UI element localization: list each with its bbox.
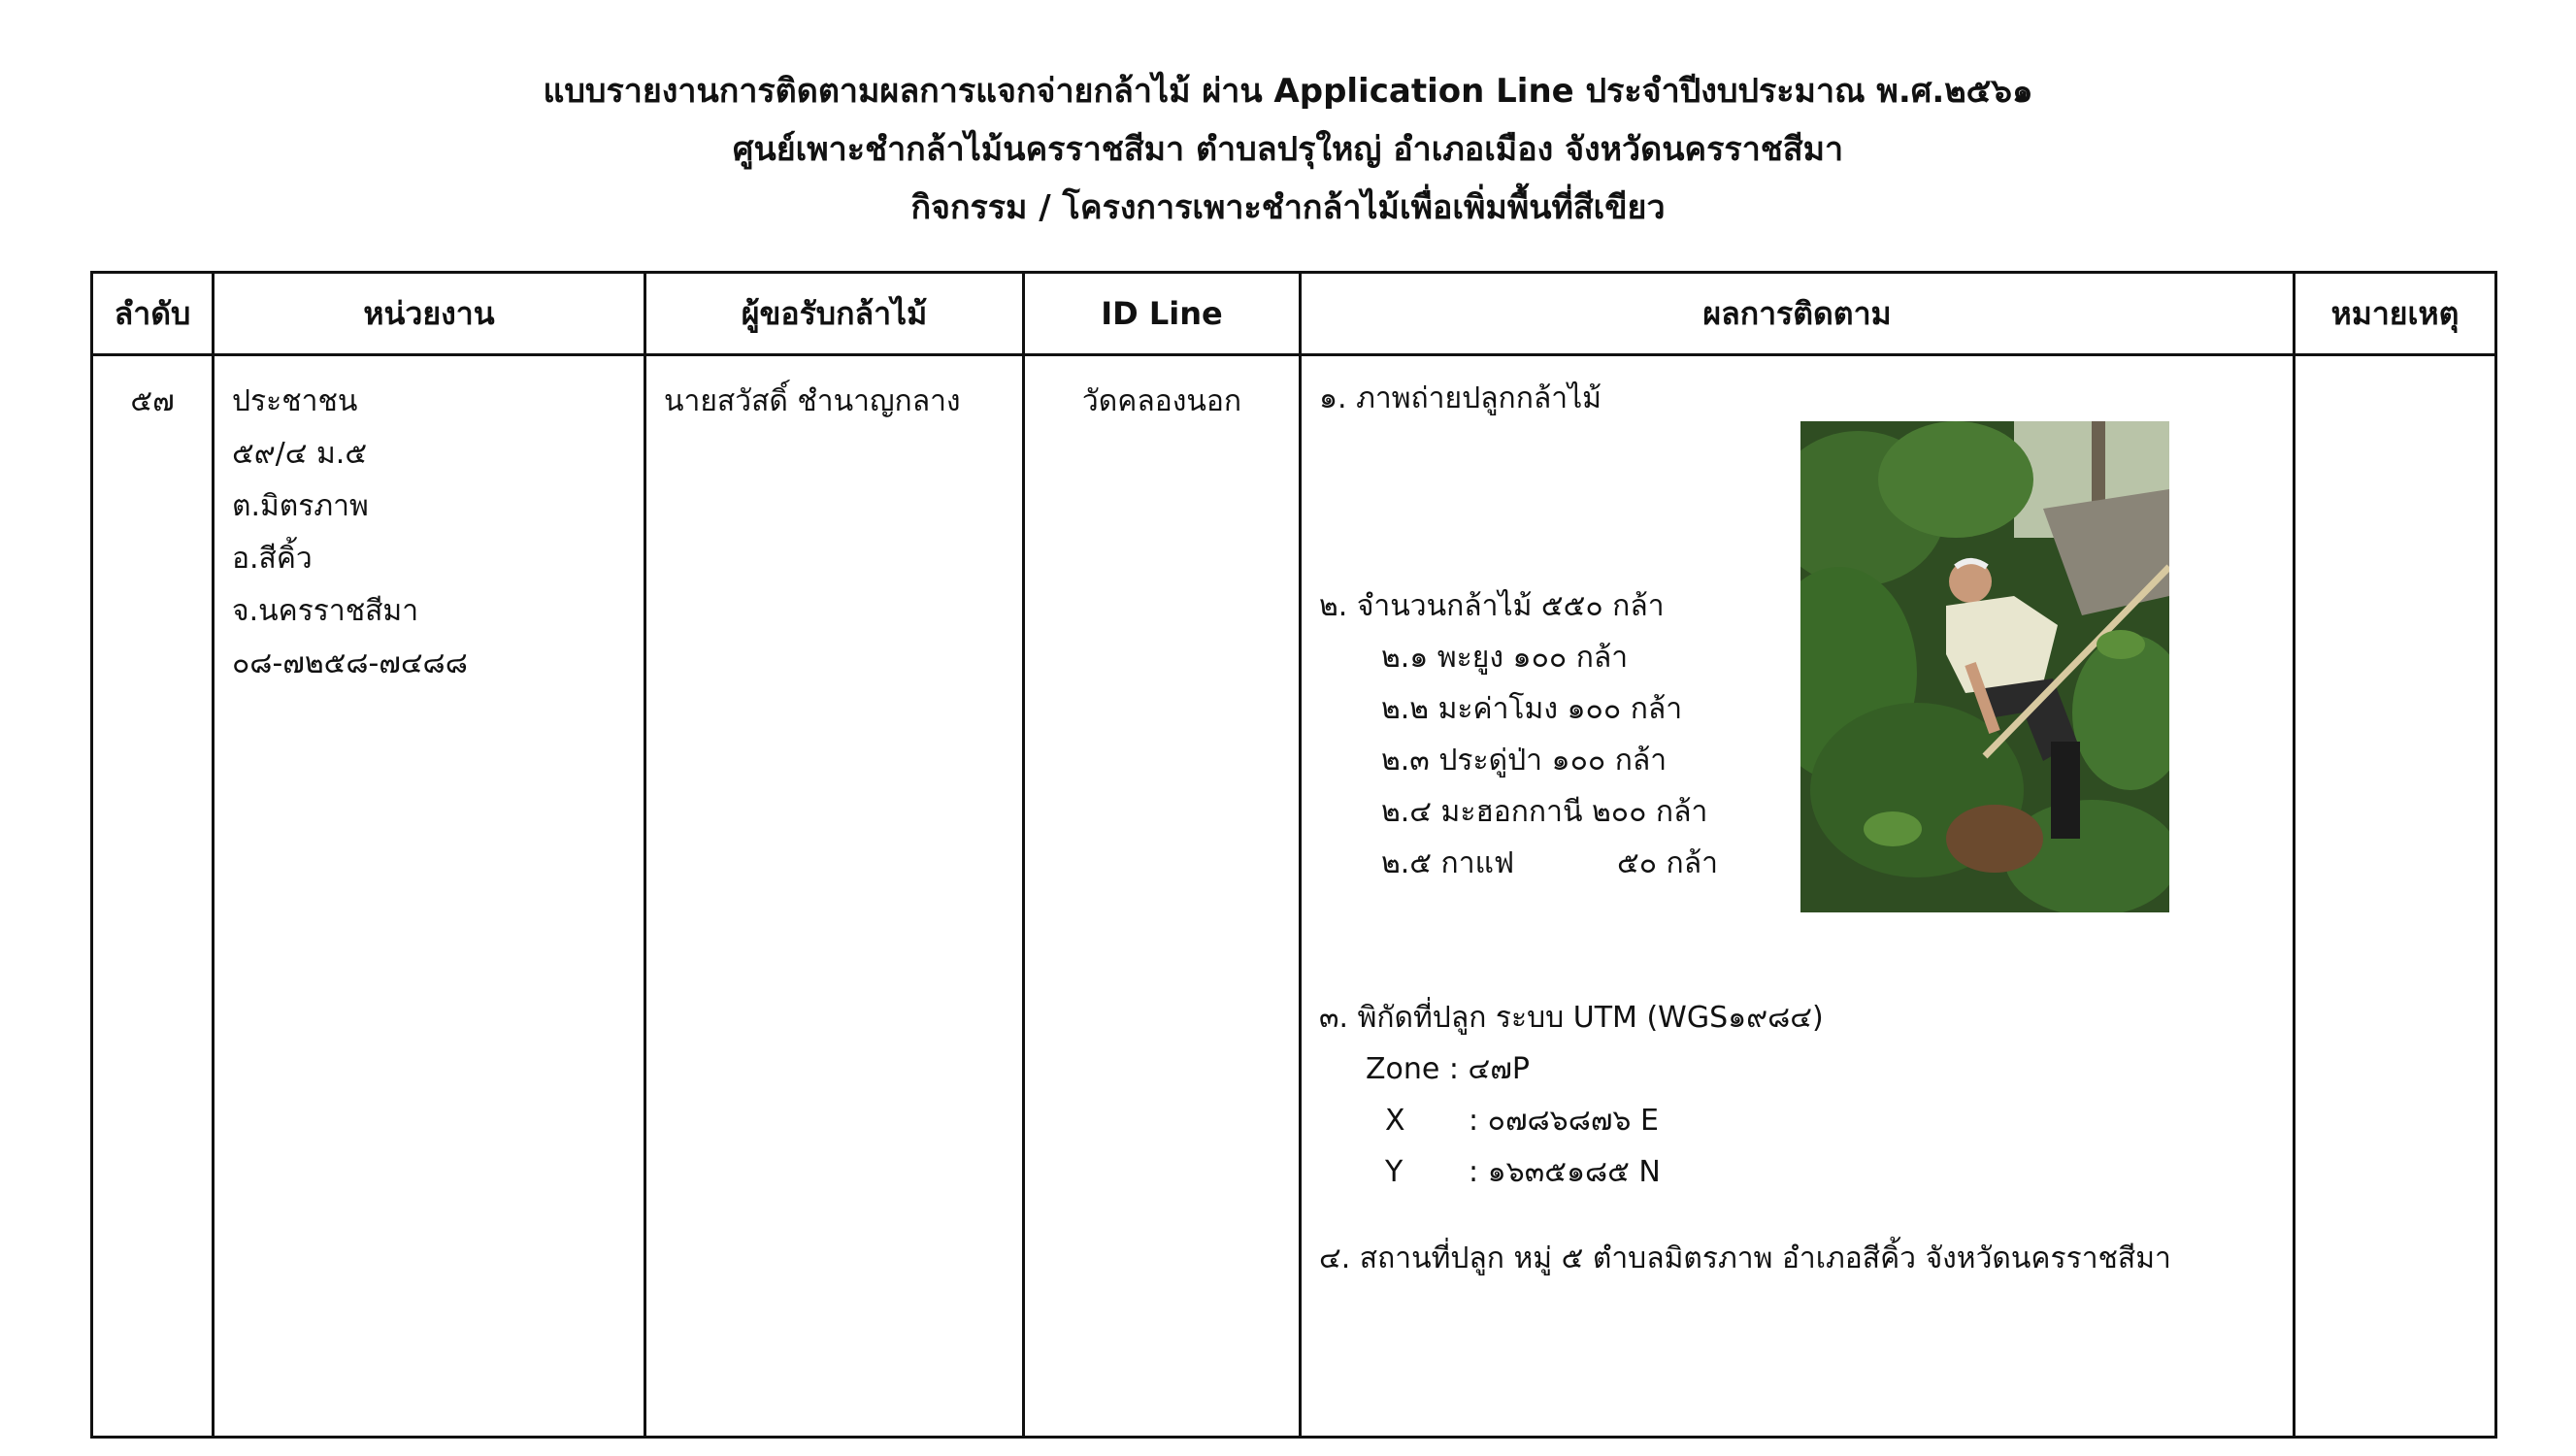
- utm-x-label: X: [1385, 1104, 1405, 1138]
- cell-result: [1301, 355, 2295, 1438]
- agency-line: จ.นครราชสีมา: [232, 594, 419, 628]
- cell-id-line: [1024, 355, 1301, 1438]
- report-title: แบบรายงานการติดตามผลการแจกจ่ายกล้าไม้ ผ่าน Application Line ประจำปีงบประมาณ พ.ศ.๒๕๖๑: [543, 72, 2033, 111]
- planting-photo-image: [1800, 421, 2169, 912]
- utm-y-value: : ๑๖๓๕๑๘๕ N: [1469, 1155, 1661, 1189]
- agency-line: ต.มิตรภาพ: [232, 489, 369, 523]
- report-table: [90, 271, 2497, 1439]
- col-header-agency: หน่วยงาน: [214, 273, 645, 355]
- report-subtitle-center: ศูนย์เพาะชำกล้าไม้นครราชสีมา ตำบลปรุใหญ่ อำเภอเมือง จังหวัดนครราชสีมา: [732, 130, 1844, 169]
- table-row: [92, 355, 2496, 1438]
- agency-line: ๕๙/๔ ม.๕: [232, 437, 368, 471]
- seedling-item: ๒.๔ มะฮอกกานี ๒๐๐ กล้า: [1381, 795, 1708, 829]
- cell-agency: [214, 355, 645, 1438]
- agency-line: ประชาชน: [232, 384, 358, 418]
- result-item-seedling-count: ๒. จำนวนกล้าไม้ ๕๕๐ กล้า: [1319, 589, 1665, 623]
- result-content: [1302, 356, 2293, 1436]
- seedling-item-qty: ๕๐ กล้า: [1617, 846, 1718, 880]
- seedling-item: ๒.๕ กาแฟ: [1381, 846, 1515, 880]
- agency-line: อ.สีคิ้ว: [232, 542, 313, 576]
- table-header-row: [92, 273, 2496, 355]
- seedling-item: ๒.๒ มะค่าโมง ๑๐๐ กล้า: [1381, 692, 1683, 726]
- requester-name: นายสวัสดิ์ ชำนาญกลาง: [664, 384, 961, 418]
- cell-requester: [645, 355, 1024, 1438]
- col-header-requester: ผู้ขอรับกล้าไม้: [645, 273, 1024, 355]
- col-header-remark: หมายเหตุ: [2295, 273, 2496, 355]
- utm-y-label: Y: [1385, 1155, 1404, 1189]
- col-header-id-line: ID Line: [1024, 273, 1301, 355]
- cell-index: ๕๗: [92, 355, 214, 1438]
- id-line-value: วัดคลองนอก: [1081, 384, 1242, 418]
- seedling-item: ๒.๑ พะยูง ๑๐๐ กล้า: [1381, 641, 1629, 675]
- planting-photo: [1800, 421, 2169, 912]
- seedling-item: ๒.๓ ประดู่ป่า ๑๐๐ กล้า: [1381, 744, 1668, 778]
- col-header-result: ผลการติดตาม: [1301, 273, 2295, 355]
- result-item-coordinates: ๓. พิกัดที่ปลูก ระบบ UTM (WGS๑๙๘๔): [1319, 1001, 1824, 1035]
- utm-zone: Zone : ๔๗P: [1366, 1052, 1530, 1086]
- result-item-photo: ๑. ภาพถ่ายปลูกกล้าไม้: [1319, 381, 1602, 415]
- agency-phone: ๐๘-๗๒๕๘-๗๔๘๘: [232, 646, 468, 680]
- cell-remark: [2295, 355, 2496, 1438]
- report-subtitle-activity: กิจกรรม / โครงการเพาะชำกล้าไม้เพื่อเพิ่มพื้นที่สีเขียว: [910, 188, 1666, 227]
- col-header-index: ลำดับ: [92, 273, 214, 355]
- result-item-location: ๔. สถานที่ปลูก หมู่ ๕ ตำบลมิตรภาพ อำเภอสีคิ้ว จังหวัดนครราชสีมา: [1319, 1241, 2171, 1275]
- utm-x-value: : ๐๗๘๖๘๗๖ E: [1469, 1104, 1659, 1138]
